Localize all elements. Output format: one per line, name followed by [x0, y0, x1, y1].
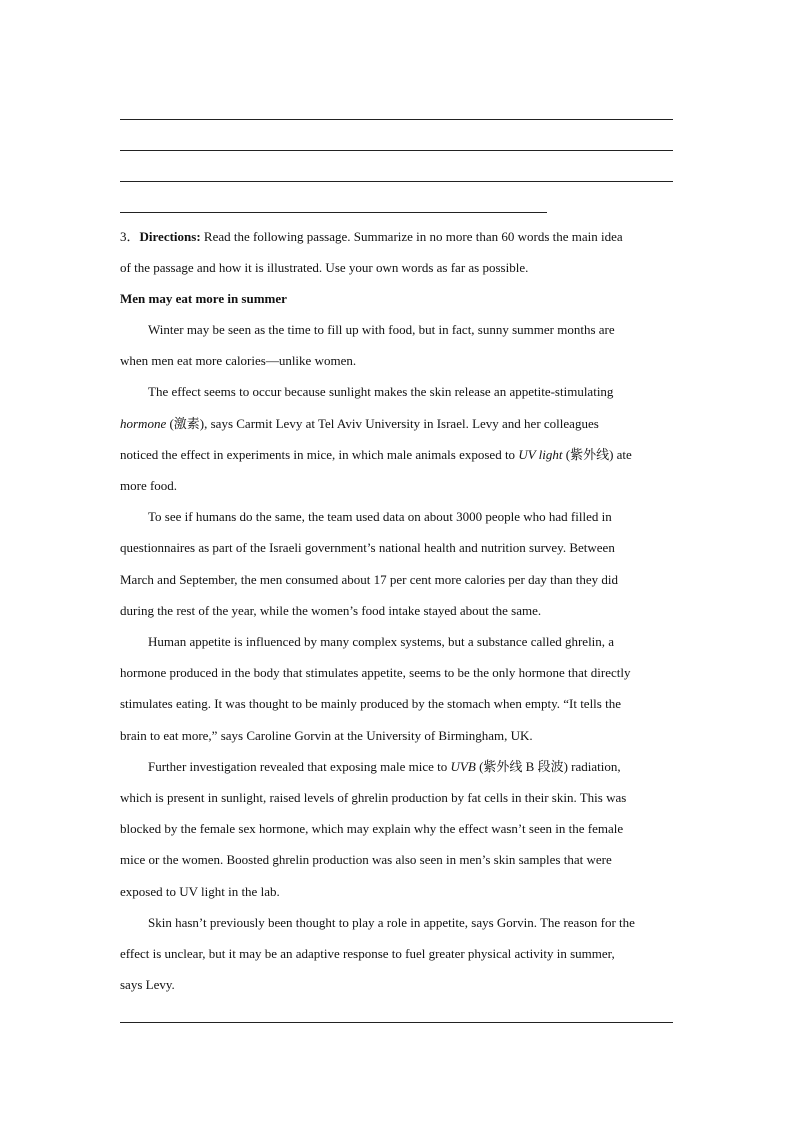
directions-line-1	[120, 229, 623, 245]
p1-line-1: Winter may be seen as the time to fill up with food, but in fact, sunny summer months are	[148, 322, 615, 337]
p2-line-3-a: noticed the effect in experiments in mice, in which male animals exposed to	[120, 447, 519, 462]
p4-line-2: hormone produced in the body that stimulates appetite, seems to be the only hormone that directly	[120, 665, 631, 680]
p3-line-3: March and September, the men consumed about 17 per cent more calories per day than they did	[120, 572, 619, 587]
answer-line-3	[120, 181, 673, 182]
p2-line-4: more food.	[120, 478, 178, 493]
p2-line-2-rest: (激素), says Carmit Levy at Tel Aviv University in Israel. Levy and her colleagues	[166, 416, 599, 431]
p5-line-4: mice or the women. Boosted ghrelin production was also seen in men’s skin samples that were	[120, 852, 612, 867]
p5-line-3: blocked by the female sex hormone, which may explain why the effect wasn’t seen in the female	[120, 821, 624, 836]
directions-line-2: of the passage and how it is illustrated. Use your own words as far as possible.	[120, 260, 529, 275]
passage-title: Men may eat more in summer	[120, 291, 287, 306]
p4-line-1: Human appetite is influenced by many complex systems, but a substance called ghrelin, a	[148, 634, 615, 649]
p1-line-2: when men eat more calories—unlike women.	[120, 353, 357, 368]
p5-line-5: exposed to UV light in the lab.	[120, 884, 280, 899]
question-number: 3．	[120, 229, 140, 244]
hormone-term: hormone	[120, 416, 167, 431]
p5-line-1-a: Further investigation revealed that exposing male mice to	[148, 759, 451, 774]
p2-line-2	[120, 416, 599, 432]
p6-line-3: says Levy.	[120, 977, 175, 992]
answer-line-5	[120, 1022, 673, 1023]
p4-line-4: brain to eat more,” says Caroline Gorvin at the University of Birmingham, UK.	[120, 728, 533, 743]
p3-line-2: questionnaires as part of the Israeli government’s national health and nutrition survey. Between	[120, 540, 615, 555]
p5-line-1-b: (紫外线 B 段波) radiation,	[475, 759, 621, 774]
p6-line-1: Skin hasn’t previously been thought to play a role in appetite, says Gorvin. The reason for the	[148, 915, 635, 930]
directions-label: Directions:	[139, 229, 201, 244]
uvb-term: UVB	[450, 759, 476, 774]
answer-line-2	[120, 150, 673, 151]
directions-text-1: Read the following passage. Summarize in no more than 60 words the main idea	[200, 229, 623, 244]
p5-line-1	[148, 759, 621, 775]
p5-line-2: which is present in sunlight, raised levels of ghrelin production by fat cells in their skin. This was	[120, 790, 627, 805]
p2-line-3-b: (紫外线) ate	[562, 447, 632, 462]
p2-line-3	[120, 447, 632, 463]
p3-line-1: To see if humans do the same, the team used data on about 3000 people who had filled in	[148, 509, 612, 524]
uv-light-term: UV light	[518, 447, 563, 462]
p3-line-4: during the rest of the year, while the women’s food intake stayed about the same.	[120, 603, 542, 618]
p2-line-1: The effect seems to occur because sunlight makes the skin release an appetite-stimulating	[148, 384, 614, 399]
answer-line-1	[120, 119, 673, 120]
p4-line-3: stimulates eating. It was thought to be mainly produced by the stomach when empty. “It tells the	[120, 696, 621, 711]
p6-line-2: effect is unclear, but it may be an adaptive response to fuel greater physical activity in summer,	[120, 946, 615, 961]
answer-line-4	[120, 212, 547, 213]
